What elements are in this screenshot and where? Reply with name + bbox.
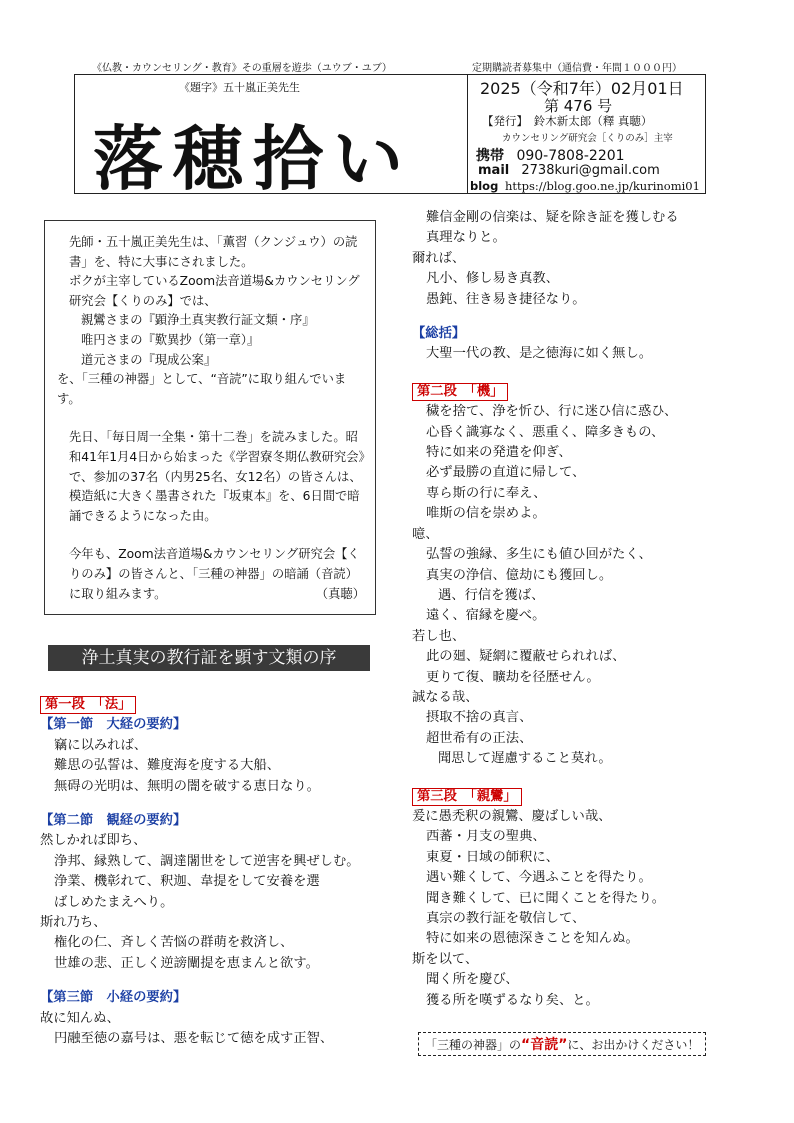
masthead xyxy=(74,74,706,200)
text-line: 世雄の悲、正しく逆謗闡提を恵まんと欲す。 xyxy=(54,955,319,971)
text-line: 真実の浄信、億劫にも獲回し。 xyxy=(426,567,613,583)
setsu-2-heading: 【第二節 観経の要約】 xyxy=(40,813,187,829)
text-line: 斯を以て、 xyxy=(412,951,479,967)
text-line: 誠なる哉、 xyxy=(412,689,479,705)
text-line: 若し也、 xyxy=(412,628,466,644)
text-line: 円融至徳の嘉号は、悪を転じて徳を成す正智、 xyxy=(54,1031,334,1047)
setsu-3-heading: 【第三節 小経の要約】 xyxy=(40,990,187,1006)
intro-paragraph-1: 先師・五十嵐正美先生は、「薫習（クンジュウ）の読書」を、特に大事にされました。 xyxy=(69,235,358,269)
text-line: 聞思して遅慮すること莫れ。 xyxy=(438,751,612,767)
text-line: 必ず最勝の直道に帰して、 xyxy=(426,465,586,481)
intro-list-item-2: 唯円さまの『歎異抄（第一章）』 xyxy=(81,332,260,347)
text-line: 竊に以みれば、 xyxy=(54,737,148,753)
text-line: 特に如来の発遣を仰ぎ、 xyxy=(426,445,572,461)
text-line: 権化の仁、斉しく苦悩の群萌を救済し、 xyxy=(54,935,294,951)
intro-paragraph-3: を、「三種の神器」として、“音読”に取り組んでいます。 xyxy=(57,372,347,406)
text-line: 聞き難くして、已に聞くことを得たり。 xyxy=(426,890,666,906)
publisher: 【発行】 鈴木新太郎（釋 真聴） xyxy=(482,114,653,128)
footer-emphasis: “音読” xyxy=(521,1037,568,1053)
text-line: 斯れ乃ち、 xyxy=(40,915,107,931)
intro-signature: （真聴） xyxy=(315,587,365,602)
text-line: 弘誓の強縁、多生にも値ひ回がたく、 xyxy=(426,547,652,563)
text-line: 凡小、修し易き真教、 xyxy=(426,271,559,287)
text-line: 西蕃・月支の聖典、 xyxy=(426,829,546,845)
text-line: 難思の弘誓は、難度海を度する大船、 xyxy=(54,758,281,774)
text-line: 愚鈍、往き易き捷径なり。 xyxy=(426,291,586,307)
intro-list-item-3: 道元さまの『現成公案』 xyxy=(81,352,217,367)
dan-3-heading: 第三段 「親鸞」 xyxy=(412,788,522,806)
text-line: 然しかれば即ち、 xyxy=(40,833,147,849)
right-column xyxy=(412,208,782,1011)
text-line: 大聖一代の教、是之徳海に如く無し。 xyxy=(426,346,653,362)
blog-label: blog xyxy=(470,179,499,193)
text-line: 遠く、宿縁を慶べ。 xyxy=(426,608,546,624)
issue-number: 第 476 号 xyxy=(544,97,613,115)
section-title: 浄土真実の教行証を顕す文類の序 xyxy=(48,645,370,671)
mail-row xyxy=(478,163,715,178)
title-calligraphy-credit: 《題字》五十嵐正美先生 xyxy=(179,81,300,94)
footer-text-pre: 「三種の神器」の xyxy=(425,1038,522,1052)
dan-1-heading: 第一段 「法」 xyxy=(40,696,136,714)
text-line: 故に知んぬ、 xyxy=(40,1010,120,1026)
left-column xyxy=(40,692,392,1050)
text-line: 超世希有の正法、 xyxy=(426,730,533,746)
dan-2-heading: 第二段 「機」 xyxy=(412,383,508,401)
text-line: 難信金剛の信楽は、疑を除き証を獲しむる xyxy=(426,210,679,225)
text-line: 無碍の光明は、無明の闇を破する恵日なり。 xyxy=(54,778,320,794)
text-line: 爰に愚禿釈の親鸞、慶ばしい哉、 xyxy=(412,808,612,824)
footer-invitation xyxy=(418,1032,706,1056)
text-line: 唯斯の信を崇めよ。 xyxy=(426,506,546,522)
blog-url[interactable]: https://blog.goo.ne.jp/kurinomi01 xyxy=(504,179,700,193)
text-line: 摂取不捨の真言、 xyxy=(426,710,533,726)
text-line: 浄業、機彰れて、釈迦、韋提をして安養を選 xyxy=(54,874,320,890)
text-line: 心昏く識寡なく、悪重く、障多きもの、 xyxy=(426,424,665,440)
text-line: ばしめたまえへり。 xyxy=(54,894,174,910)
text-line: 専ら斯の行に奉え、 xyxy=(426,485,547,501)
text-line: 獲る所を嘆ずるなり矣、と。 xyxy=(426,992,599,1008)
text-line: 遇、行信を獲ば、 xyxy=(438,587,545,603)
intro-paragraph-5: 今年も、Zoom法音道場&カウンセリング研究会【くりのみ】の皆さんと、「三種の神器」の暗誦（音読）に取り組みます。 xyxy=(69,547,360,601)
intro-list-item-1: 親鸞さまの『顕浄土真実教行証文類・序』 xyxy=(81,313,315,328)
text-line: 聞く所を慶び、 xyxy=(426,972,519,988)
text-line: 浄邦、縁熟して、調達闍世をして逆害を興ぜしむ。 xyxy=(54,853,360,869)
mail-label: mail xyxy=(478,163,510,178)
mail-address[interactable]: 2738kuri@gmail.com xyxy=(521,163,660,178)
phone-label: 携帯 xyxy=(476,148,504,164)
top-left-tagline: 《仏教・カウンセリング・教育》その重層を遊歩（ユウブ・ユブ） xyxy=(92,63,392,74)
issue-date: 2025（令和7年）02月01日 xyxy=(480,79,684,98)
intro-paragraph-4: 先日、「毎日周一全集・第十二巻」を読みました。昭和41年1月4日から始まった《学習寮冬期仏教研究会》で、参加の37名（内男25名、女12名）の皆さんは、模造紙に大きく墨書された『坂東本』を、6日間で暗誦できるようになった由。 xyxy=(69,430,365,523)
text-line: 真理なりと。 xyxy=(426,230,506,246)
newsletter-title: 落穂拾い xyxy=(93,117,413,200)
intro-paragraph-2: ボクが主宰しているZoom法音道場&カウンセリング研究会【くりのみ】では、 xyxy=(69,274,360,308)
text-line: 噫、 xyxy=(412,526,439,542)
masthead-info xyxy=(468,75,705,193)
organization: カウンセリング研究会［くりのみ］主宰 xyxy=(502,133,673,144)
phone-row xyxy=(476,145,713,165)
text-line: 真宗の教行証を敬信して、 xyxy=(426,911,586,926)
text-line: 特に如来の恩徳深きことを知んぬ。 xyxy=(426,931,639,947)
masthead-title-area xyxy=(75,75,468,200)
footer-text-post: に、お出かけください！ xyxy=(567,1038,700,1052)
blog-row xyxy=(470,179,707,193)
phone-number: 090-7808-2201 xyxy=(516,148,625,164)
text-line: 遇い難くして、今遇ふことを得たり。 xyxy=(426,870,652,886)
text-line: 穢を捨て、浄を忻ひ、行に迷ひ信に惑ひ、 xyxy=(426,404,678,420)
top-right-tagline: 定期購読者募集中（通信費・年間１０００円） xyxy=(472,63,682,74)
text-line: 更りて復、曠劫を径歴せん。 xyxy=(426,669,600,685)
text-line: 爾れば、 xyxy=(412,250,466,266)
sokatsu-heading: 【総括】 xyxy=(412,326,466,342)
intro-box xyxy=(44,220,376,615)
text-line: 東夏・日域の師釈に、 xyxy=(426,849,559,865)
text-line: 此の廻、疑網に覆蔽せられれば、 xyxy=(426,649,626,665)
setsu-1-heading: 【第一節 大経の要約】 xyxy=(40,717,187,733)
